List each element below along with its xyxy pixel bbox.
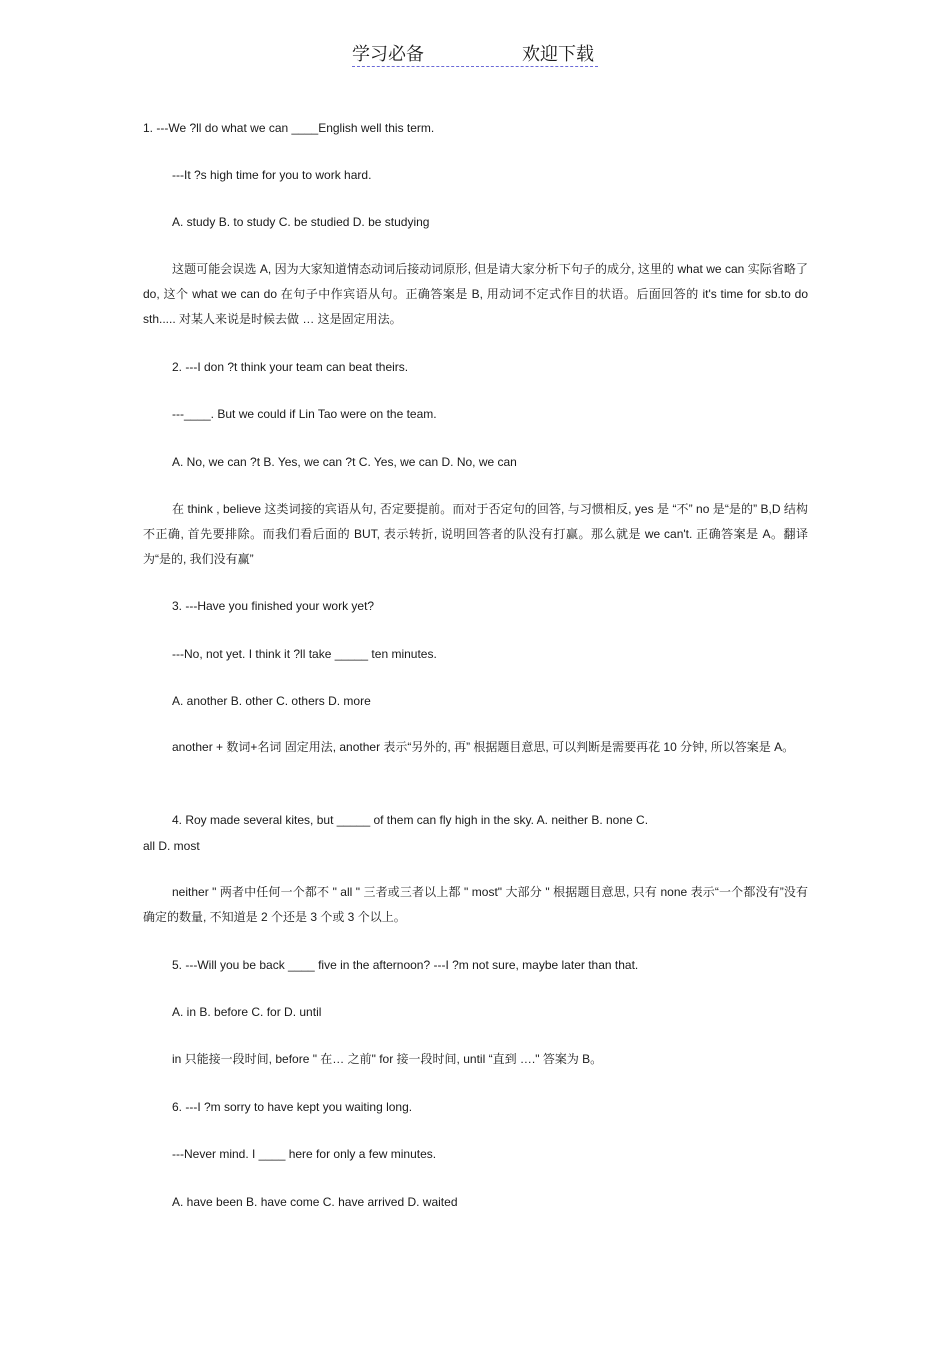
question-1-explanation: 这题可能会误选 A, 因为大家知道情态动词后接动词原形, 但是请大家分析下句子的成分, 这里的 what we can 实际省略了 do, 这个 what we can do 在句子中作宾语从句。正确答案是 B, 用动词不定式作目的状语。后面回答的 it's time for sb.to do sth..... 对某人来说是时候去做 … 这是固定用法。 — [143, 262, 808, 326]
question-4-explanation: neither " 两者中任何一个都不 " all " 三者或三者以上都 " most" 大部分 " 根据题目意思, 只有 none 表示“一个都没有”没有确定的数量, 不知道是 2 个还是 3 个或 3 个以上。 — [143, 885, 808, 924]
header-right-text: 欢迎下载 — [522, 44, 594, 65]
question-5-options: A. in B. before C. for D. until — [172, 1005, 322, 1019]
question-6-reply: ---Never mind. I ____ here for only a few minutes. — [172, 1147, 437, 1161]
question-3-stem: 3. ---Have you finished your work yet? — [172, 599, 375, 613]
question-3-explanation: another + 数词+名词 固定用法, another 表示“另外的, 再” 根据题目意思, 可以判断是需要再花 10 分钟, 所以答案是 A。 — [172, 740, 795, 754]
question-5-explanation: in 只能接一段时间, before " 在… 之前" for 接一段时间, until “直到 …." 答案为 B。 — [172, 1052, 603, 1066]
question-3-options: A. another B. other C. others D. more — [172, 694, 371, 708]
question-1-stem: 1. ---We ?ll do what we can ____English well this term. — [143, 121, 435, 135]
question-4-stem: 4. Roy made several kites, but _____ of them can fly high in the sky. A. neither B. none C. — [172, 813, 649, 827]
page-header — [352, 40, 598, 67]
question-2-stem: 2. ---I don ?t think your team can beat theirs. — [172, 360, 409, 374]
question-3-reply: ---No, not yet. I think it ?ll take _____ ten minutes. — [172, 647, 437, 661]
header-left-text: 学习必备 — [352, 44, 424, 65]
question-6-stem: 6. ---I ?m sorry to have kept you waiting long. — [172, 1100, 413, 1114]
question-5-stem: 5. ---Will you be back ____ five in the afternoon? ---I ?m not sure, maybe later than that. — [172, 958, 639, 972]
question-1-options: A. study B. to study C. be studied D. be studying — [172, 215, 430, 229]
question-2-explanation: 在 think , believe 这类词接的宾语从句, 否定要提前。而对于否定句的回答, 与习惯相反, yes 是 “不” no 是“是的” B,D 结构不正确, 首先要排除。而我们看后面的 BUT, 表示转折, 说明回答者的队没有打赢。那么就是 we can't. 正确答案是 A。翻译为“是的, 我们没有赢” — [143, 502, 808, 566]
question-1-reply: ---It ?s high time for you to work hard. — [172, 168, 372, 182]
question-2-options: A. No, we can ?t B. Yes, we can ?t C. Yes, we can D. No, we can — [172, 455, 517, 469]
question-2-reply: ---____. But we could if Lin Tao were on the team. — [172, 407, 437, 421]
question-6-options: A. have been B. have come C. have arrived D. waited — [172, 1195, 458, 1209]
question-4-stem-continued: all D. most — [143, 839, 200, 853]
